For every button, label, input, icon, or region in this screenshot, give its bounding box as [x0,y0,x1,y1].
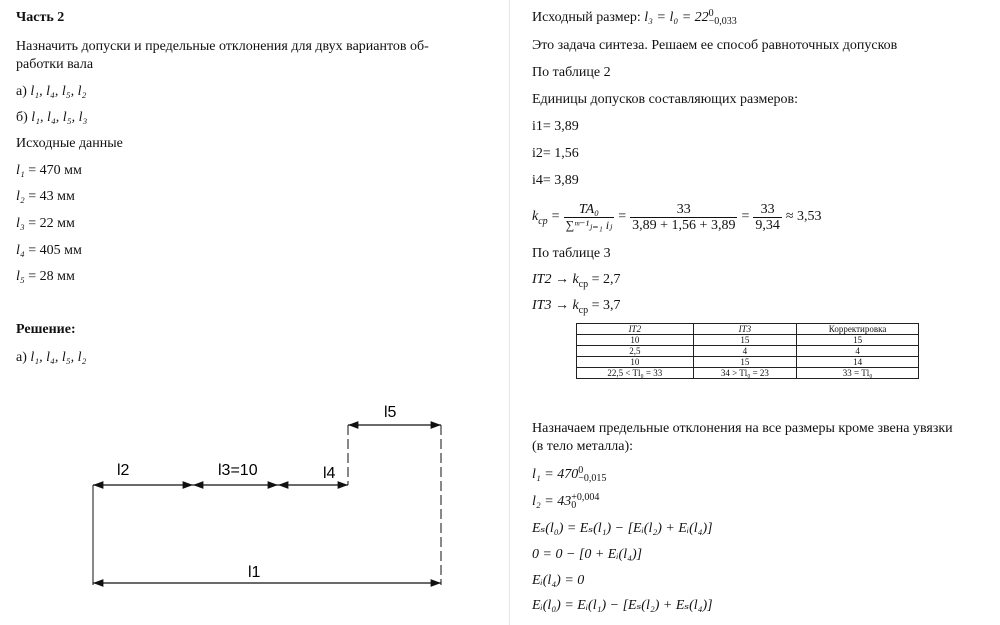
kcp-fraction-1: $\frac{\text{TA₀}}{\text{∑ᵐ⁻¹ⱼ₌₁ iⱼ}}$ [565,201,613,232]
dim-l1 [16,163,82,179]
diagram-label-l1: l1 [248,564,261,581]
dim-l3-value: = 22 мм [28,216,75,231]
dim-l4-name: l₄ [16,243,25,258]
dim-l1-value: = 470 мм [28,163,82,178]
source-size-upper: 0 [708,8,714,19]
source-size-expr: l₃ = l₀ = 22 [644,10,709,26]
eq-l1: l₁ = 470 0 −0,015 [532,465,607,484]
kcp-result: ≈ 3,53 [785,209,822,224]
table-header-correction: Корректировка [797,324,919,335]
initial-data-label: Исходные данные [16,136,123,151]
table-row: 10 15 15 [577,335,919,346]
variant-a-list: l₁, l₄, l₅, l₂ [30,84,87,99]
diagram-label-l3: l3=10 [218,462,258,479]
dim-l2-name: l₂ [16,189,25,204]
it3-line: $IT3 \to k_{ср} = 3,7$ [532,298,621,316]
eq-es: Eₛ(l₀) = Eₛ(l₁) − [Eᵢ(l₂) + Eᵢ(l₄)] [532,521,713,536]
kcp-fraction-2: $\frac{33}{3,89 + 1,56 + 3,89}$ [632,201,736,233]
table-header-it2: IT2 [577,324,694,335]
dim-l4 [16,243,82,259]
i4-value: i4= 3,89 [532,173,579,188]
table-row: 10 15 14 [577,357,919,368]
source-size-prefix: Исходный размер: [532,10,645,26]
kcp-lhs: $k_{cp}$ [532,209,548,227]
eq-ei0: Eᵢ(l₀) = Eᵢ(l₁) − [Eₛ(l₂) + Eₛ(l₄)] [532,598,713,613]
diagram-label-l4: l4 [323,465,336,482]
dim-l3 [16,216,75,232]
units-label: Единицы допусков составляющих размеров: [532,92,799,107]
tolerance-table [576,323,919,379]
eq-zero: 0 = 0 − [0 + Eᵢ(l₄)] [532,547,643,562]
kcp-fraction-3: $\frac{33}{9,34}$ [755,201,780,233]
source-size-lower: −0,033 [708,16,737,27]
solution-a-list: l₁, l₄, l₅, l₂ [30,350,87,365]
diagram-label-l5: l5 [384,404,397,421]
variant-a-prefix: а) [16,84,31,99]
i1-value: i1= 3,89 [532,119,579,134]
dimension-chain-diagram [0,385,505,625]
table-row: 22,5 < Tl₀ = 33 34 > Tl₀ = 23 33 = Tl₀ [577,368,919,379]
dim-l2-value: = 43 мм [28,189,75,204]
task-text-line2: работки вала [16,57,94,72]
dim-l5-name: l₅ [16,269,25,284]
dim-l1-name: l₁ [16,163,25,178]
eq-l2: l₂ = 43 +0,004 0 [532,492,600,511]
task-text-line1: Назначить допуски и предельные отклонения для двух вариантов об- [16,39,429,54]
table-row: 2,5 4 4 [577,346,919,357]
solution-a [16,350,86,366]
it2-line: $IT2 \to k_{ср} = 2,7$ [532,272,621,290]
variant-a [16,84,86,100]
solution-a-prefix: а) [16,350,31,365]
part-title: Часть 2 [16,10,65,25]
table3-ref: По таблице 3 [532,246,611,261]
i2-value: i2= 1,56 [532,146,579,161]
dim-l4-value: = 405 мм [28,243,82,258]
variant-b [16,110,87,126]
dim-l5 [16,269,75,285]
assign-line2: (в тело металла): [532,439,634,454]
kcp-formula: $k_{cp}$ = $\frac{\text{TA₀}}{\text{∑ᵐ⁻¹ⱼ₌₁ iⱼ}}$ = $\frac{33}{3,89 + 1,56 + 3,89}$ = $\frac{33}{9,34}$ ≈ 3,53 [532,201,822,233]
dim-l3-name: l₃ [16,216,25,231]
solution-label: Решение: [16,322,76,337]
source-size-line [532,10,737,26]
variant-b-prefix: б) [16,110,32,125]
dim-l5-value: = 28 мм [28,269,75,284]
table-header-it3: IT3 [693,324,796,335]
dim-l2 [16,189,75,205]
diagram-label-l2: l2 [117,462,130,479]
assign-line1: Назначаем предельные отклонения на все размеры кроме звена увязки [532,421,953,436]
synthesis-line: Это задача синтеза. Решаем ее способ равноточных допусков [532,38,898,53]
table-header-row [577,324,919,335]
table2-ref: По таблице 2 [532,65,611,80]
variant-b-list: l₁, l₄, l₅, l₃ [31,110,88,125]
column-divider [509,0,510,625]
eq-ei4: Eᵢ(l₄) = 0 [532,573,585,588]
